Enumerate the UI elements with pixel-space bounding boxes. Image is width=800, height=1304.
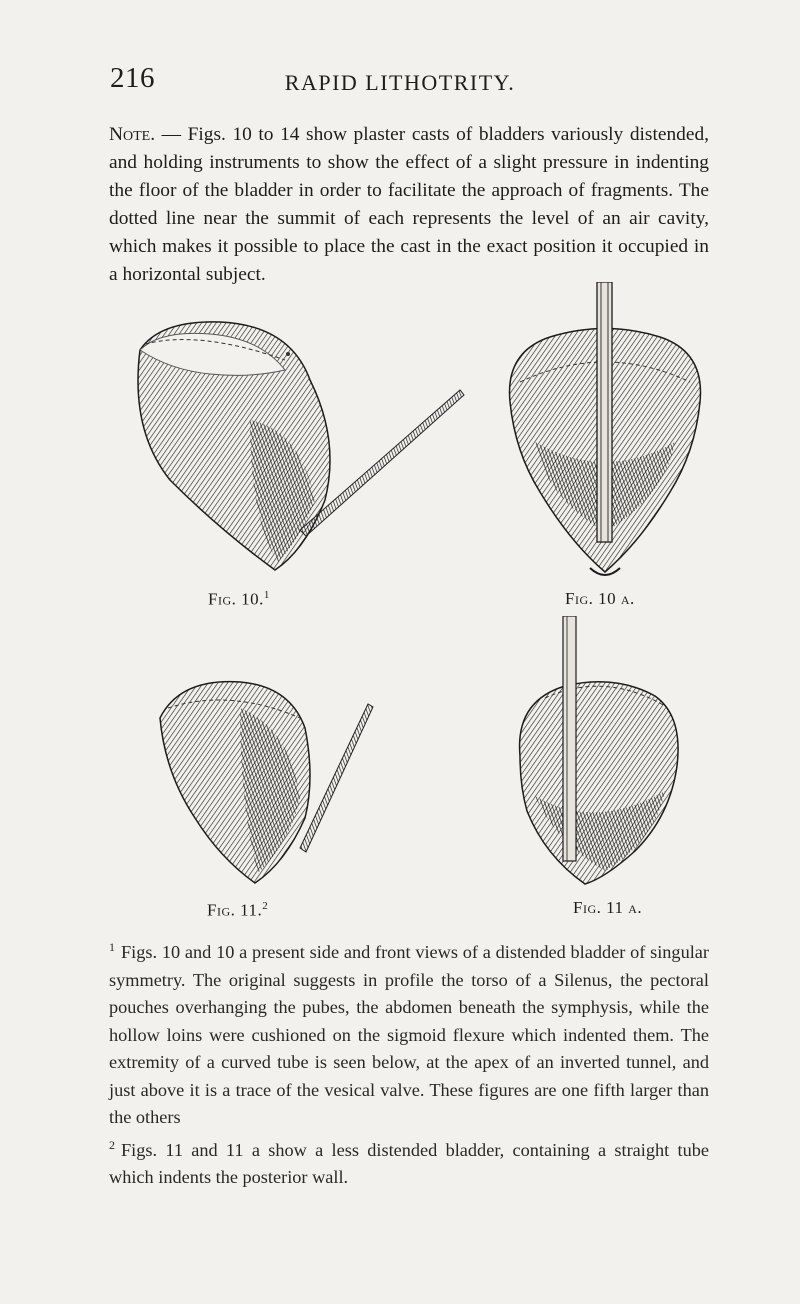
running-head: RAPID LITHOTRITY. [284, 70, 516, 95]
figure-11-illustration [140, 668, 390, 893]
figure-11-caption: Fig. 11.$^2$ [207, 900, 269, 920]
footnotes [109, 934, 709, 1192]
figure-10a-illustration [490, 282, 720, 592]
footnote-2-mark: 2 [109, 1137, 115, 1152]
figure-11a-illustration [505, 616, 685, 896]
figure-10a-caption: Fig. 10 a. [565, 589, 635, 608]
figure-11a-caption: Fig. 11 a. [573, 898, 643, 917]
figure-10-illustration [100, 300, 480, 590]
note-lead: Note. [109, 124, 156, 145]
figure-10-caption: Fig. 10.$^1$ [208, 589, 270, 609]
figure-11-note-ref: 2 [262, 900, 269, 912]
footnote-2-text: Figs. 11 and 11 a show a less distended bladder, containing a straight tube which indents the posterior wall. [109, 1139, 709, 1188]
page-number: 216 [110, 62, 155, 94]
footnote-1-mark: 1 [109, 940, 115, 954]
note-text: — Figs. 10 to 14 show plaster casts of bladders variously distended, and holding instruments to show the effect of a slight pressure in indenting the floor of the bladder in order to facilitate the approach of fragments. The dotted line near the summit of each represents the level of an air cavity, which makes it possible to place the cast in the exact position it occupied in a horizontal subject. [109, 124, 709, 285]
footnote-1-text: Figs. 10 and 10 a present side and front views of a distended bladder of singular symmetry. The original suggests in profile the torso of a Silenus, the pectoral pouches overhanging the pubes, the abdomen beneath the symphysis, while the hollow loins were cushioned on the sigmoid flexure which indented them. The extremity of a curved tube is seen below, at the apex of an inverted tunnel, and just above it is a trace of the vesical valve. These figures are one fifth larger than the others [109, 942, 709, 1128]
figure-10-note-ref: 1 [263, 589, 270, 601]
footnote-1 [109, 934, 709, 1132]
footnote-2 [109, 1132, 709, 1192]
note-paragraph [109, 121, 709, 289]
